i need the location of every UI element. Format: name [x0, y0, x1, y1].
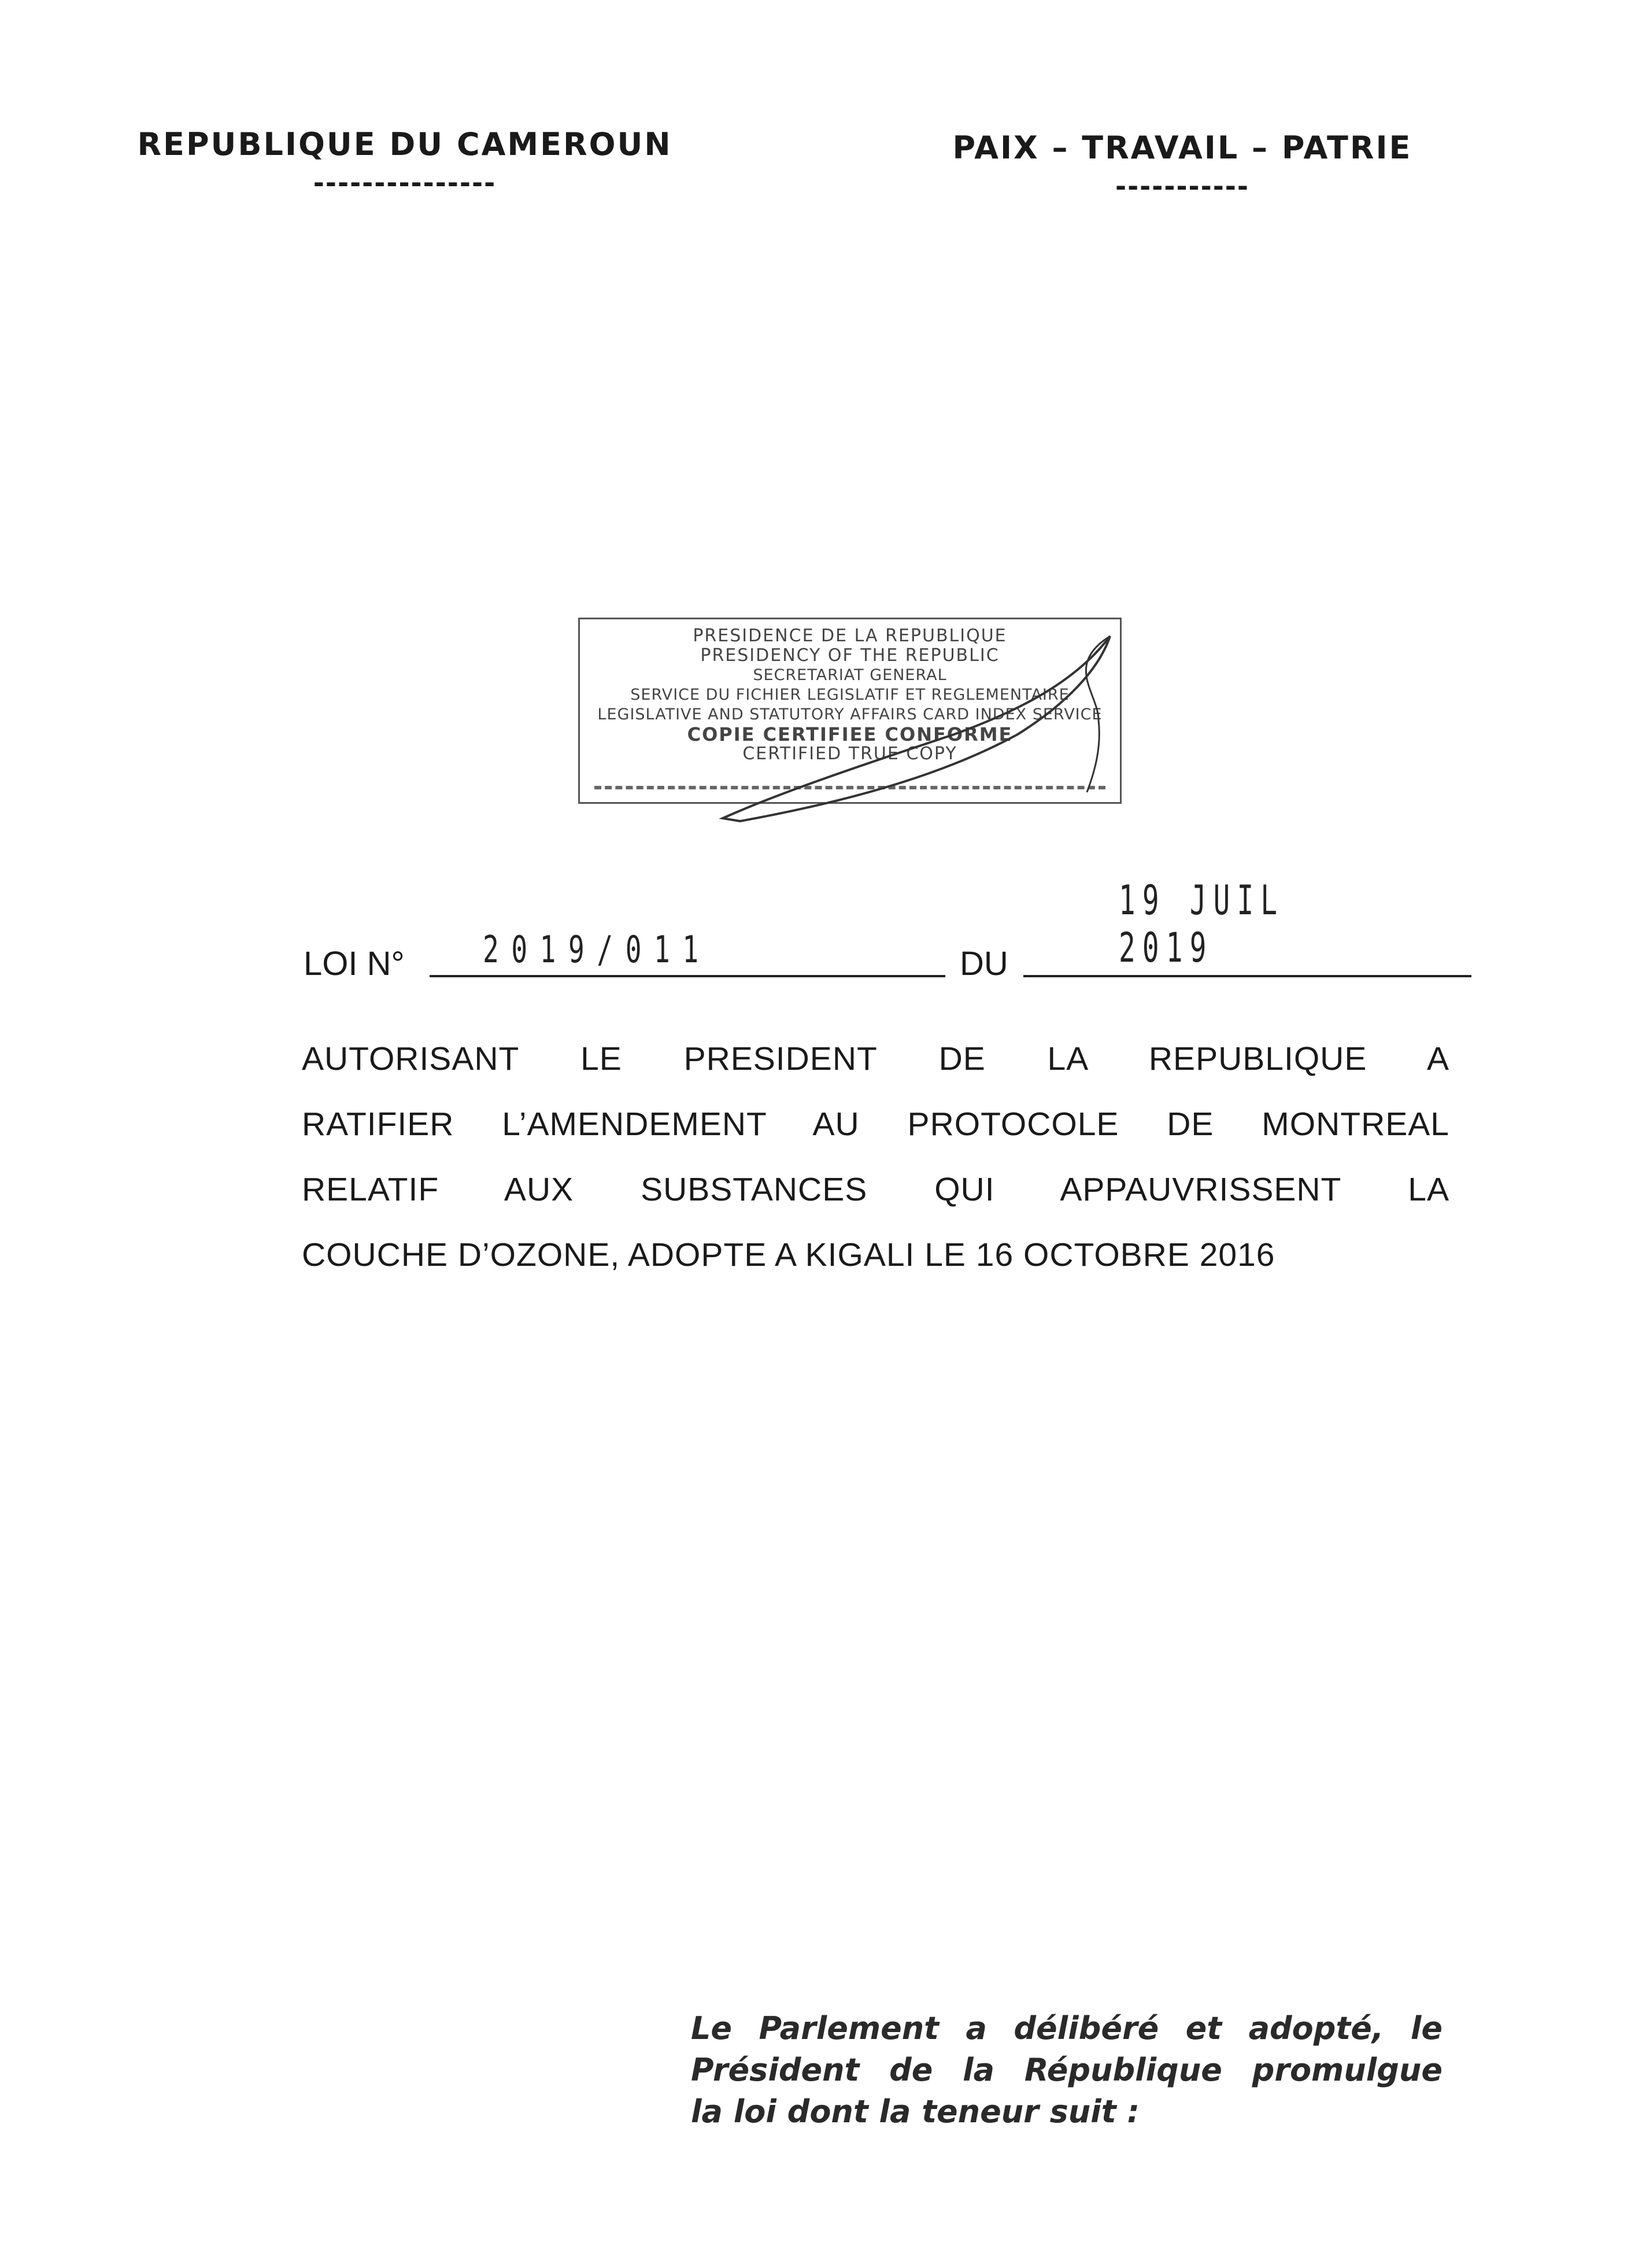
- stamp-line: CERTIFIED TRUE COPY: [742, 744, 957, 764]
- stamp-line: PRESIDENCE DE LA REPUBLIQUE: [693, 626, 1007, 646]
- law-number-row: [304, 877, 1471, 989]
- preamble-line: Le Parlement a délibéré et adopté, le: [691, 2010, 1443, 2047]
- law-title: [302, 1026, 1449, 1288]
- header-motto-dashes: -----------: [1115, 171, 1249, 202]
- law-title-line: COUCHE D’OZONE, ADOPTE A KIGALI LE 16 OCTOBRE 2016: [302, 1236, 1275, 1273]
- stamp-line: COPIE CERTIFIEE CONFORME: [687, 723, 1013, 745]
- law-number-underline: [430, 975, 945, 977]
- law-title-line: AUTORISANT LE PRESIDENT DE LA REPUBLIQUE A: [302, 1040, 1449, 1077]
- stamp-divider: [594, 786, 1105, 789]
- preamble-line: la loi dont la teneur suit :: [691, 2093, 1140, 2130]
- law-date-underline: [1023, 975, 1471, 977]
- law-number-label: LOI N°: [304, 945, 405, 982]
- law-date-label: DU: [960, 945, 1008, 982]
- stamp-line: SECRETARIAT GENERAL: [753, 666, 947, 684]
- law-title-line: RATIFIER L’AMENDEMENT AU PROTOCOLE DE MONTREAL: [302, 1106, 1449, 1143]
- header-republic-dashes: ---------------: [313, 167, 497, 198]
- stamp-line: SERVICE DU FICHIER LEGISLATIF ET REGLEMENTAIRE: [630, 686, 1070, 704]
- law-date-value: 19 JUIL 2019: [1119, 877, 1285, 972]
- stamp-line: PRESIDENCY OF THE REPUBLIC: [700, 645, 1000, 666]
- header-motto-title: PAIX – TRAVAIL – PATRIE: [952, 130, 1412, 166]
- law-title-line: RELATIF AUX SUBSTANCES QUI APPAUVRISSENT LA: [302, 1171, 1449, 1208]
- preamble: [691, 2008, 1443, 2133]
- law-number-value: 2019/011: [483, 929, 711, 972]
- header-motto: [916, 130, 1448, 202]
- header-republic: [116, 126, 694, 198]
- preamble-line: Président de la République promulgue: [691, 2052, 1443, 2088]
- stamp-line: LEGISLATIVE AND STATUTORY AFFAIRS CARD INDEX SERVICE: [597, 705, 1103, 723]
- header-republic-title: REPUBLIQUE DU CAMEROUN: [137, 126, 672, 162]
- certification-stamp: [578, 618, 1122, 804]
